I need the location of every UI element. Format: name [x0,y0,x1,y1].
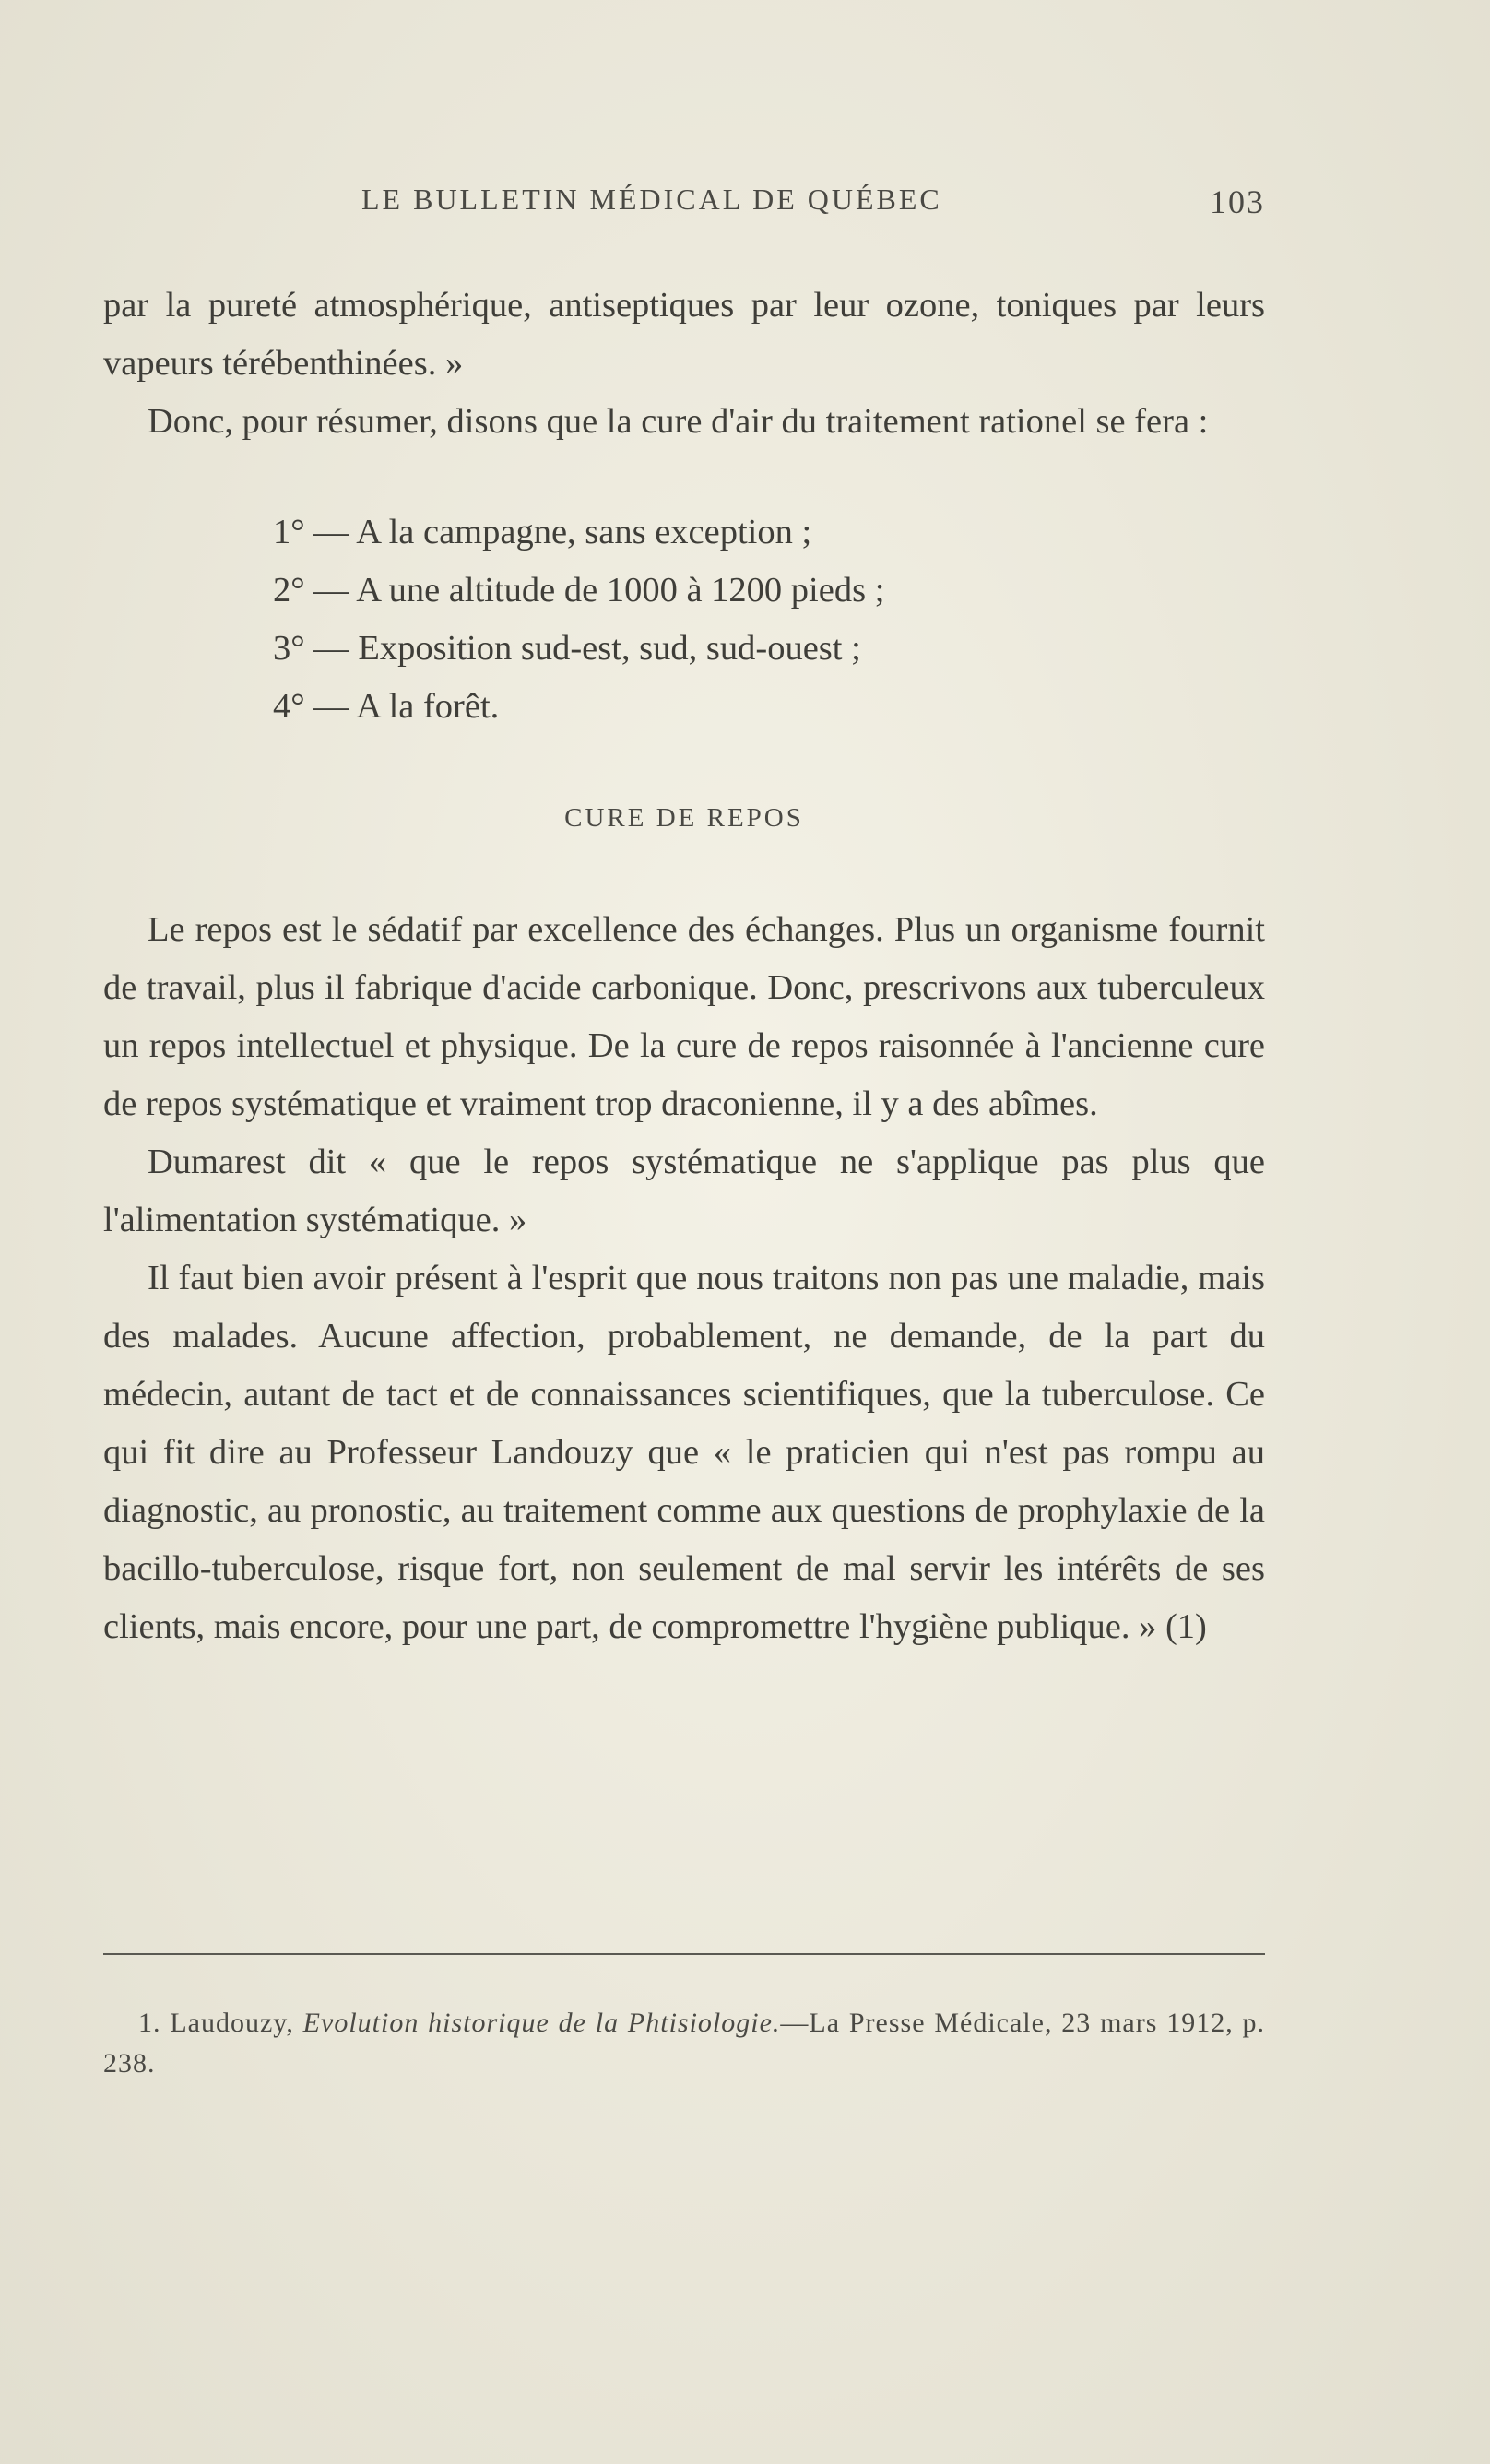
footnote-number: 1. [138,2008,161,2038]
paragraph-dumarest: Dumarest dit « que le repos systématique ne s'applique pas plus que l'alimentation systématique. » [103,1143,1265,1239]
paragraph-rest: Le repos est le sédatif par excellence des échanges. Plus un organisme fournit de travail, plus il fabrique d'acide carbonique. Donc, prescrivons aux tuberculeux un repos intellectuel et physique. De la cure de repos raisonnée à l'ancienne cure de repos systématique et vraiment trop draconienne, il y a des abîmes. [103,910,1265,1123]
journal-title: LE BULLETIN MÉDICAL DE QUÉBEC [361,183,942,216]
running-header [103,183,1265,223]
footnote-author: Laudouzy, [170,2008,294,2038]
footnote-title: Evolution historique de la Phtisiologie. [302,2008,781,2038]
footnote [103,2003,1265,2084]
section-heading: CURE DE REPOS [564,803,804,833]
body-text [103,277,1265,1656]
list-item: 2° — A une altitude de 1000 à 1200 pieds ; [273,571,885,610]
footnote-divider [103,1953,1265,1955]
paragraph-continuation: par la pureté atmosphérique, antiseptiques par leur ozone, toniques par leurs vapeurs térébenthinées. » [103,286,1265,383]
paragraph-summary: Donc, pour résumer, disons que la cure d'air du traitement rationel se fera : [148,402,1209,441]
list-item: 4° — A la forêt. [273,687,500,726]
list-item: 3° — Exposition sud-est, sud, sud-ouest ; [273,629,861,668]
list-item: 1° — A la campagne, sans exception ; [273,513,812,551]
page-number: 103 [1210,184,1265,220]
paragraph-landouzy: Il faut bien avoir présent à l'esprit que nous traitons non pas une maladie, mais des malades. Aucune affection, probablement, ne demande, de la part du médecin, autant de tact et de connaissances scientifiques, que la tuberculose. Ce qui fit dire au Professeur Landouzy que « le praticien qui n'est pas rompu au diagnostic, au pronostic, au traitement comme aux questions de prophylaxie de la bacillo-tuberculose, risque fort, non seulement de mal servir les intérêts de ses clients, mais encore, pour une part, de compromettre l'hygiène publique. » (1) [103,1259,1265,1646]
footnote-source: —La Presse Médicale, 23 mars 1912, p. 238. [103,2008,1266,2079]
air-cure-list [273,503,1265,736]
